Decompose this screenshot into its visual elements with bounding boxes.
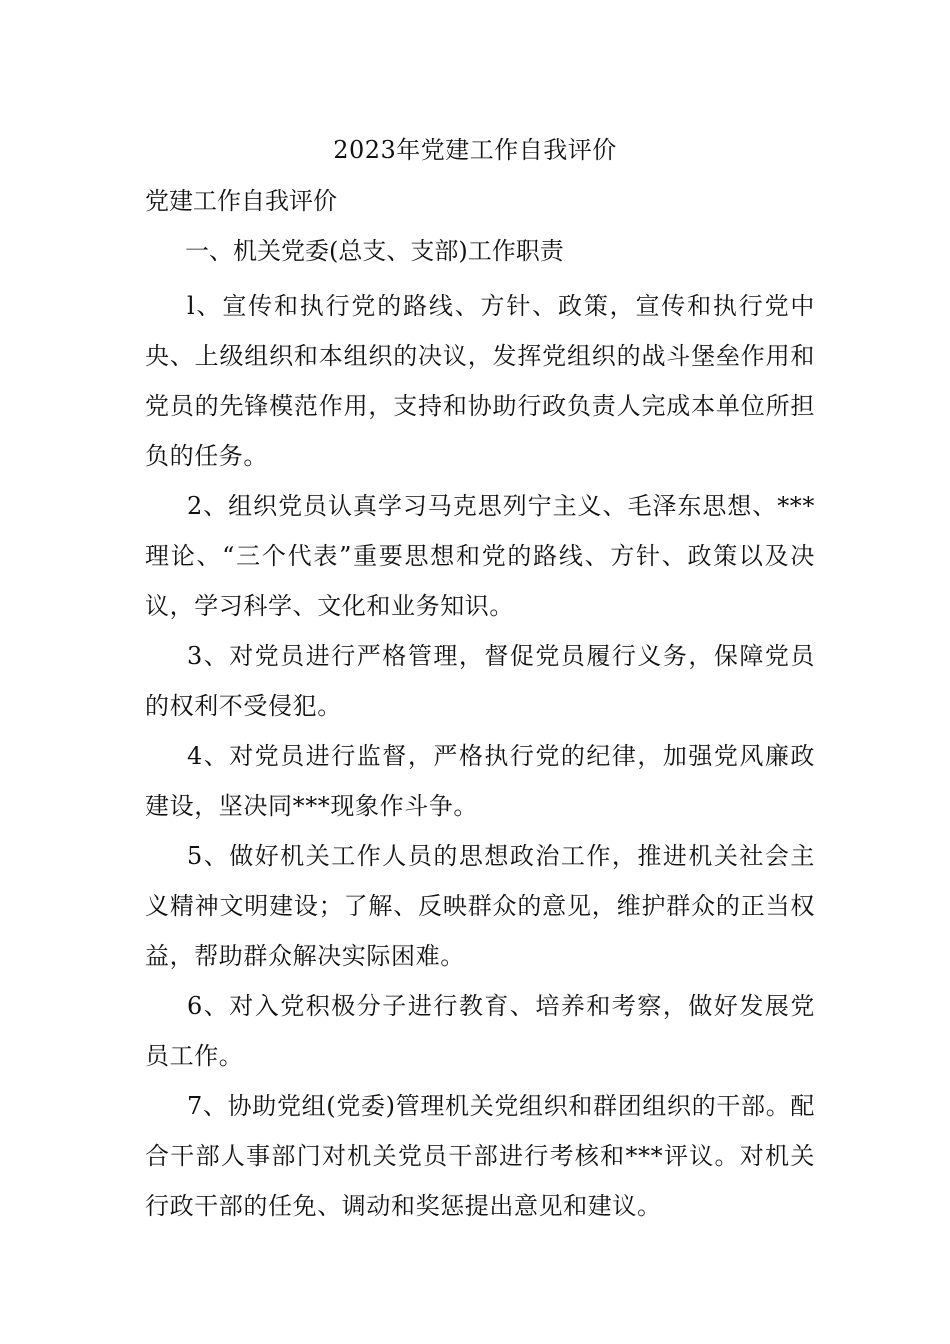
document-subtitle: 党建工作自我评价: [145, 187, 337, 215]
duty-paragraph-3: 3、对党员进行严格管理，督促党员履行义务，保障党员的权利不受侵犯。: [145, 642, 815, 720]
document-body: [145, 281, 815, 1231]
duty-paragraph-1: l、宣传和执行党的路线、方针、政策，宣传和执行党中央、上级组织和本组织的决议，发挥党组织的战斗堡垒作用和党员的先锋模范作用，支持和协助行政负责人完成本单位所担负的任务。: [145, 292, 815, 470]
duty-paragraph-7: 7、协助党组(党委)管理机关党组织和群团组织的干部。配合干部人事部门对机关党员干部进行考核和***评议。对机关行政干部的任免、调动和奖惩提出意见和建议。: [145, 1092, 815, 1220]
section-heading: 一、机关党委(总支、支部)工作职责: [185, 237, 564, 265]
duty-paragraph-2: 2、组织党员认真学习马克思列宁主义、毛泽东思想、***理论、“三个代表”重要思想和党的路线、方针、政策以及决议，学习科学、文化和业务知识。: [145, 492, 815, 620]
duty-paragraph-6: 6、对入党积极分子进行教育、培养和考察，做好发展党员工作。: [145, 992, 815, 1070]
document-title: 2023年党建工作自我评价: [333, 136, 617, 164]
duty-paragraph-5: 5、做好机关工作人员的思想政治工作，推进机关社会主义精神文明建设；了解、反映群众的意见，维护群众的正当权益，帮助群众解决实际困难。: [145, 842, 815, 970]
duty-paragraph-4: 4、对党员进行监督，严格执行党的纪律，加强党风廉政建设，坚决同***现象作斗争。: [145, 742, 815, 820]
